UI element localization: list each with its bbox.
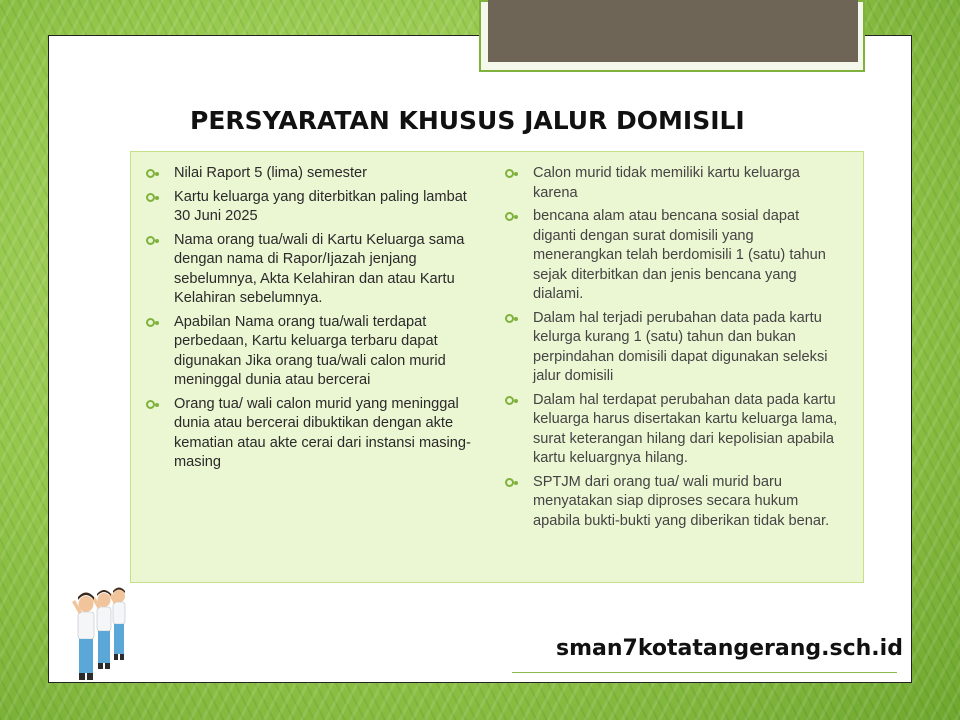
list-item <box>505 207 845 305</box>
list-item <box>146 395 476 473</box>
bullet-icon <box>146 318 155 327</box>
student-figure-back <box>109 588 125 661</box>
list-item <box>146 164 476 184</box>
bullet-icon <box>146 193 155 202</box>
list-item-text: Dalam hal terjadi perubahan data pada kartu kelurga kurang 1 (satu) tahun dan bukan perpindahan domisili dapat digunakan seleksi jalur domisili <box>533 309 828 384</box>
list-item-text: Kartu keluarga yang diterbitkan paling lambat 30 Juni 2025 <box>174 188 467 224</box>
bullet-icon <box>146 400 155 409</box>
list-item-text: Apabilan Nama orang tua/wali terdapat perbedaan, Kartu keluarga terbaru dapat digunakan Jika orang tua/wali calon murid meninggal dunia atau bercerai <box>174 313 446 388</box>
bullet-icon <box>505 478 514 487</box>
list-item <box>505 391 845 469</box>
list-item-text: Dalam hal terdapat perubahan data pada kartu keluarga harus disertakan kartu keluarga lama, surat keterangan hilang dari kepolisian apabila kartu keluargnya hilang. <box>533 391 838 466</box>
student-figure-front <box>72 593 94 681</box>
list-item-text: Orang tua/ wali calon murid yang meninggal dunia atau bercerai dibuktikan dengan akte kematian atau akte cerai dari instansi masing-masing <box>174 395 471 470</box>
school-website-url: sman7kotatangerang.sch.id <box>556 636 903 661</box>
list-item-text: SPTJM dari orang tua/ wali murid baru menyatakan siap diproses secara hukum apabila bukti-bukti yang diberikan tidak benar. <box>533 473 830 529</box>
footer-underline <box>512 672 897 673</box>
list-item <box>146 313 476 391</box>
list-item-text: bencana alam atau bencana sosial dapat diganti dengan surat domisili yang menerangkan telah berdomisili 1 (satu) tahun sejak diterbitkan dan jenis bencana yang dialami. <box>533 208 826 302</box>
list-item <box>505 164 845 203</box>
student-figure-middle <box>92 590 111 669</box>
list-item-text: Nilai Raport 5 (lima) semester <box>174 165 368 181</box>
list-item <box>505 309 845 387</box>
bullet-icon <box>505 314 514 323</box>
bullet-icon <box>505 212 514 221</box>
bullet-icon <box>146 236 155 245</box>
list-item-text: Calon murid tidak memiliki kartu keluarga karena <box>533 165 800 201</box>
right-bullet-list <box>505 164 845 535</box>
list-item <box>505 473 845 532</box>
left-bullet-list <box>146 164 476 477</box>
bullet-icon <box>146 169 155 178</box>
slide-title: PERSYARATAN KHUSUS JALUR DOMISILI <box>190 106 745 135</box>
header-decoration-block <box>488 0 858 62</box>
bullet-icon <box>505 169 514 178</box>
list-item-text: Nama orang tua/wali di Kartu Keluarga sama dengan nama di Rapor/Ijazah jenjang sebelumnya, Akta Kelahiran dan atau Kartu Kelahiran sebelumnya. <box>174 231 465 306</box>
bullet-icon <box>505 396 514 405</box>
saluting-students-illustration <box>64 582 136 684</box>
list-item <box>146 188 476 227</box>
list-item <box>146 231 476 309</box>
